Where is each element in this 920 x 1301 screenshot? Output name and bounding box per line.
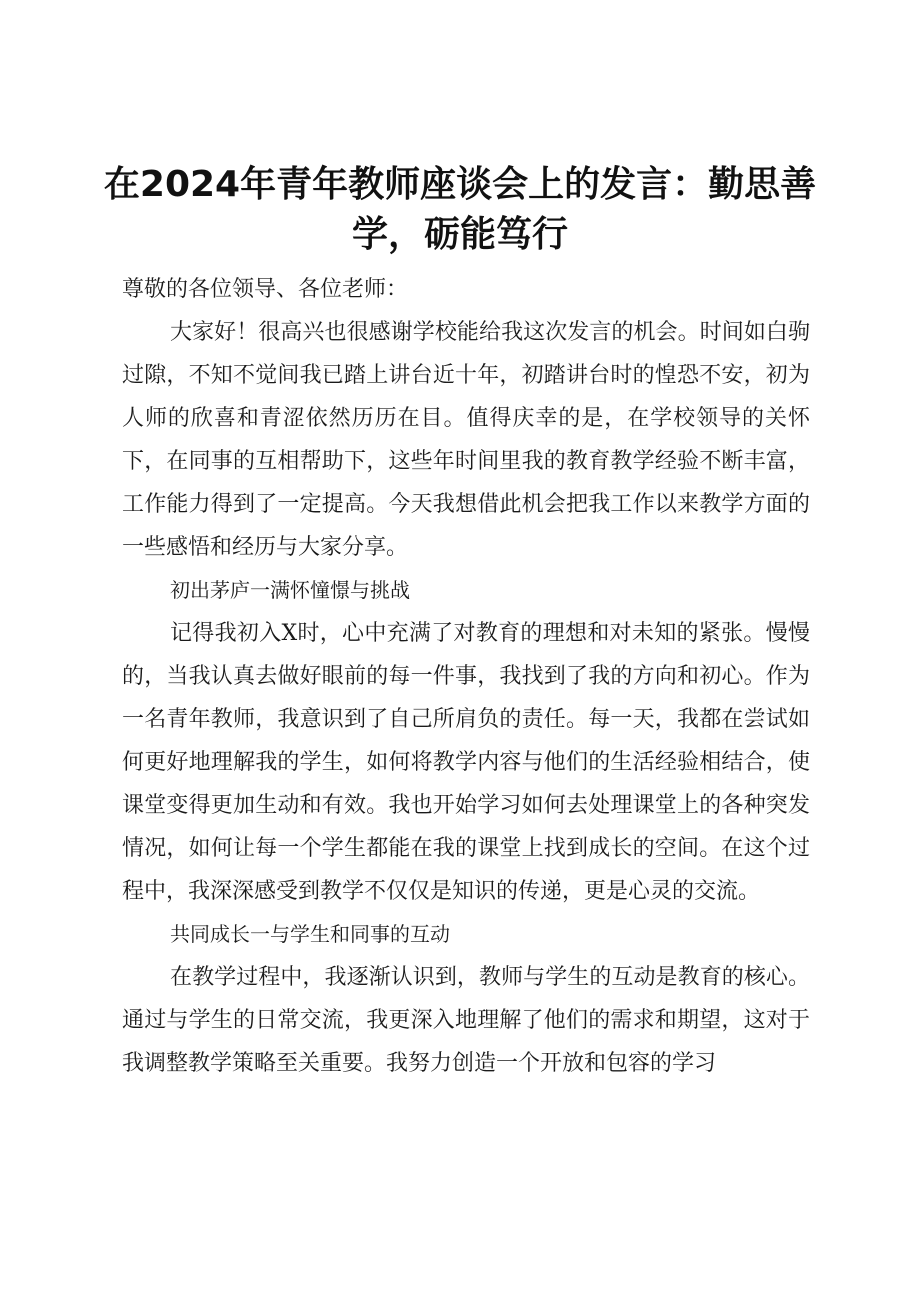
paragraph-first-steps: 记得我初入X时，心中充满了对教育的理想和对未知的紧张。慢慢的，当我认真去做好眼前的每一件事，我找到了我的方向和初心。作为一名青年教师，我意识到了自己所肩负的责任。每一天，我都在尝试如何更好地理解我的学生，如何将教学内容与他们的生活经验相结合，使课堂变得更加生动和有效。我也开始学习如何去处理课堂上的各种突发情况，如何让每一个学生都能在我的课堂上找到成长的空间。在这个过程中，我深深感受到教学不仅仅是知识的传递，更是心灵的交流。	[122, 621, 810, 904]
document-body	[122, 268, 810, 1085]
paragraph-growing-together: 在教学过程中，我逐渐认识到，教师与学生的互动是教育的核心。通过与学生的日常交流，我更深入地理解了他们的需求和期望，这对于我调整教学策略至关重要。我努力创造一个开放和包容的学习	[122, 965, 810, 1076]
document-title: 在2024年青年教师座谈会上的发言：勤思善学，砺能笃行	[103, 164, 817, 255]
section-heading-growing-together: 共同成长一与学生和同事的互动	[170, 922, 450, 946]
paragraph-intro: 大家好！很高兴也很感谢学校能给我这次发言的机会。时间如白驹过隙，不知不觉间我已踏上讲台近十年，初踏讲台时的惶恐不安，初为人师的欣喜和青涩依然历历在目。值得庆幸的是，在学校领导的关怀下，在同事的互相帮助下，这些年时间里我的教育教学经验不断丰富，工作能力得到了一定提高。今天我想借此机会把我工作以来教学方面的一些感悟和经历与大家分享。	[122, 320, 810, 560]
salutation: 尊敬的各位领导、各位老师：	[122, 277, 409, 302]
section-heading-first-steps: 初出茅庐一满怀憧憬与挑战	[170, 578, 410, 602]
